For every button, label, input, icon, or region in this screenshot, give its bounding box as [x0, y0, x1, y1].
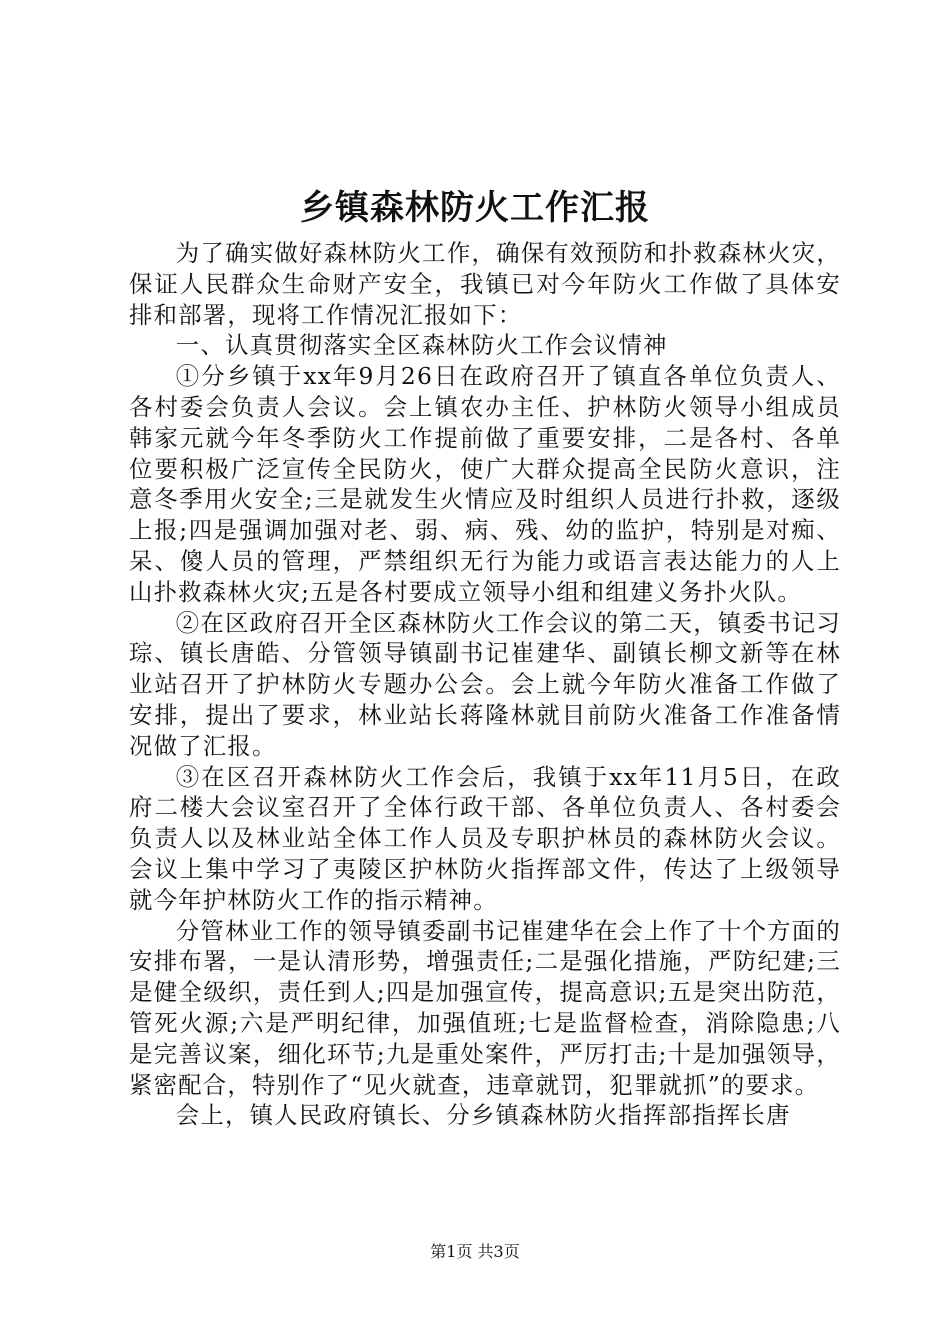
- paragraph-deployment: 分管林业工作的领导镇委副书记崔建华在会上作了十个方面的安排布署，一是认清形势，增强责任;二是强化措施，严防纪建;三是健全级织，责任到人;四是加强宣传，提高意识;五是突出防范，管死火源;六是严明纪律，加强值班;七是监督检查，消除隐患;八是完善议案，细化环节;九是重处案件，严厉打击;十是加强领导，紧密配合，特别作了“见火就查，违章就罚，犯罪就抓”的要求。: [129, 916, 841, 1099]
- document-body: [129, 238, 841, 1131]
- section-heading-1: 一、认真贯彻落实全区森林防火工作会议情神: [175, 331, 668, 360]
- paragraph-continued: 会上，镇人民政府镇长、分乡镇森林防火指挥部指挥长唐: [175, 1101, 791, 1130]
- paragraph-item-3: ③在区召开森林防火工作会后，我镇于xx年11月5日，在政府二楼大会议室召开了全体行政干部、各单位负责人、各村委会负责人以及林业站全体工作人员及专职护林员的森林防火会议。会议上集中学习了夷陵区护林防火指挥部文件，传达了上级领导就今年护林防火工作的指示精神。: [129, 762, 841, 914]
- paragraph-intro: 为了确实做好森林防火工作，确保有效预防和扑救森林火灾，保证人民群众生命财产安全，我镇已对今年防火工作做了具体安排和部署，现将工作情况汇报如下：: [129, 239, 841, 329]
- paragraph-item-2: ②在区政府召开全区森林防火工作会议的第二天，镇委书记习琮、镇长唐皓、分管领导镇副书记崔建华、副镇长柳文新等在林业站召开了护林防火专题办公会。会上就今年防火准备工作做了安排，提出了要求，林业站长蒋隆林就目前防火准备工作准备情况做了汇报。: [129, 608, 841, 760]
- document-title: 乡镇森林防火工作汇报: [300, 188, 650, 228]
- paragraph-item-1: ①分乡镇于xx年9月26日在政府召开了镇直各单位负责人、各村委会负责人会议。会上镇农办主任、护林防火领导小组成员韩家元就今年冬季防火工作提前做了重要安排，二是各村、各单位要积极广泛宣传全民防火，使广大群众提高全民防火意识，注意冬季用火安全;三是就发生火情应及时组织人员进行扑救，逐级上报;四是强调加强对老、弱、病、残、幼的监护，特别是对痴、呆、傻人员的管理，严禁组织无行为能力或语言表达能力的人上山扑救森林火灾;五是各村要成立领导小组和组建义务扑火队。: [129, 362, 841, 606]
- page-number-footer: 第1页 共3页: [430, 1242, 520, 1261]
